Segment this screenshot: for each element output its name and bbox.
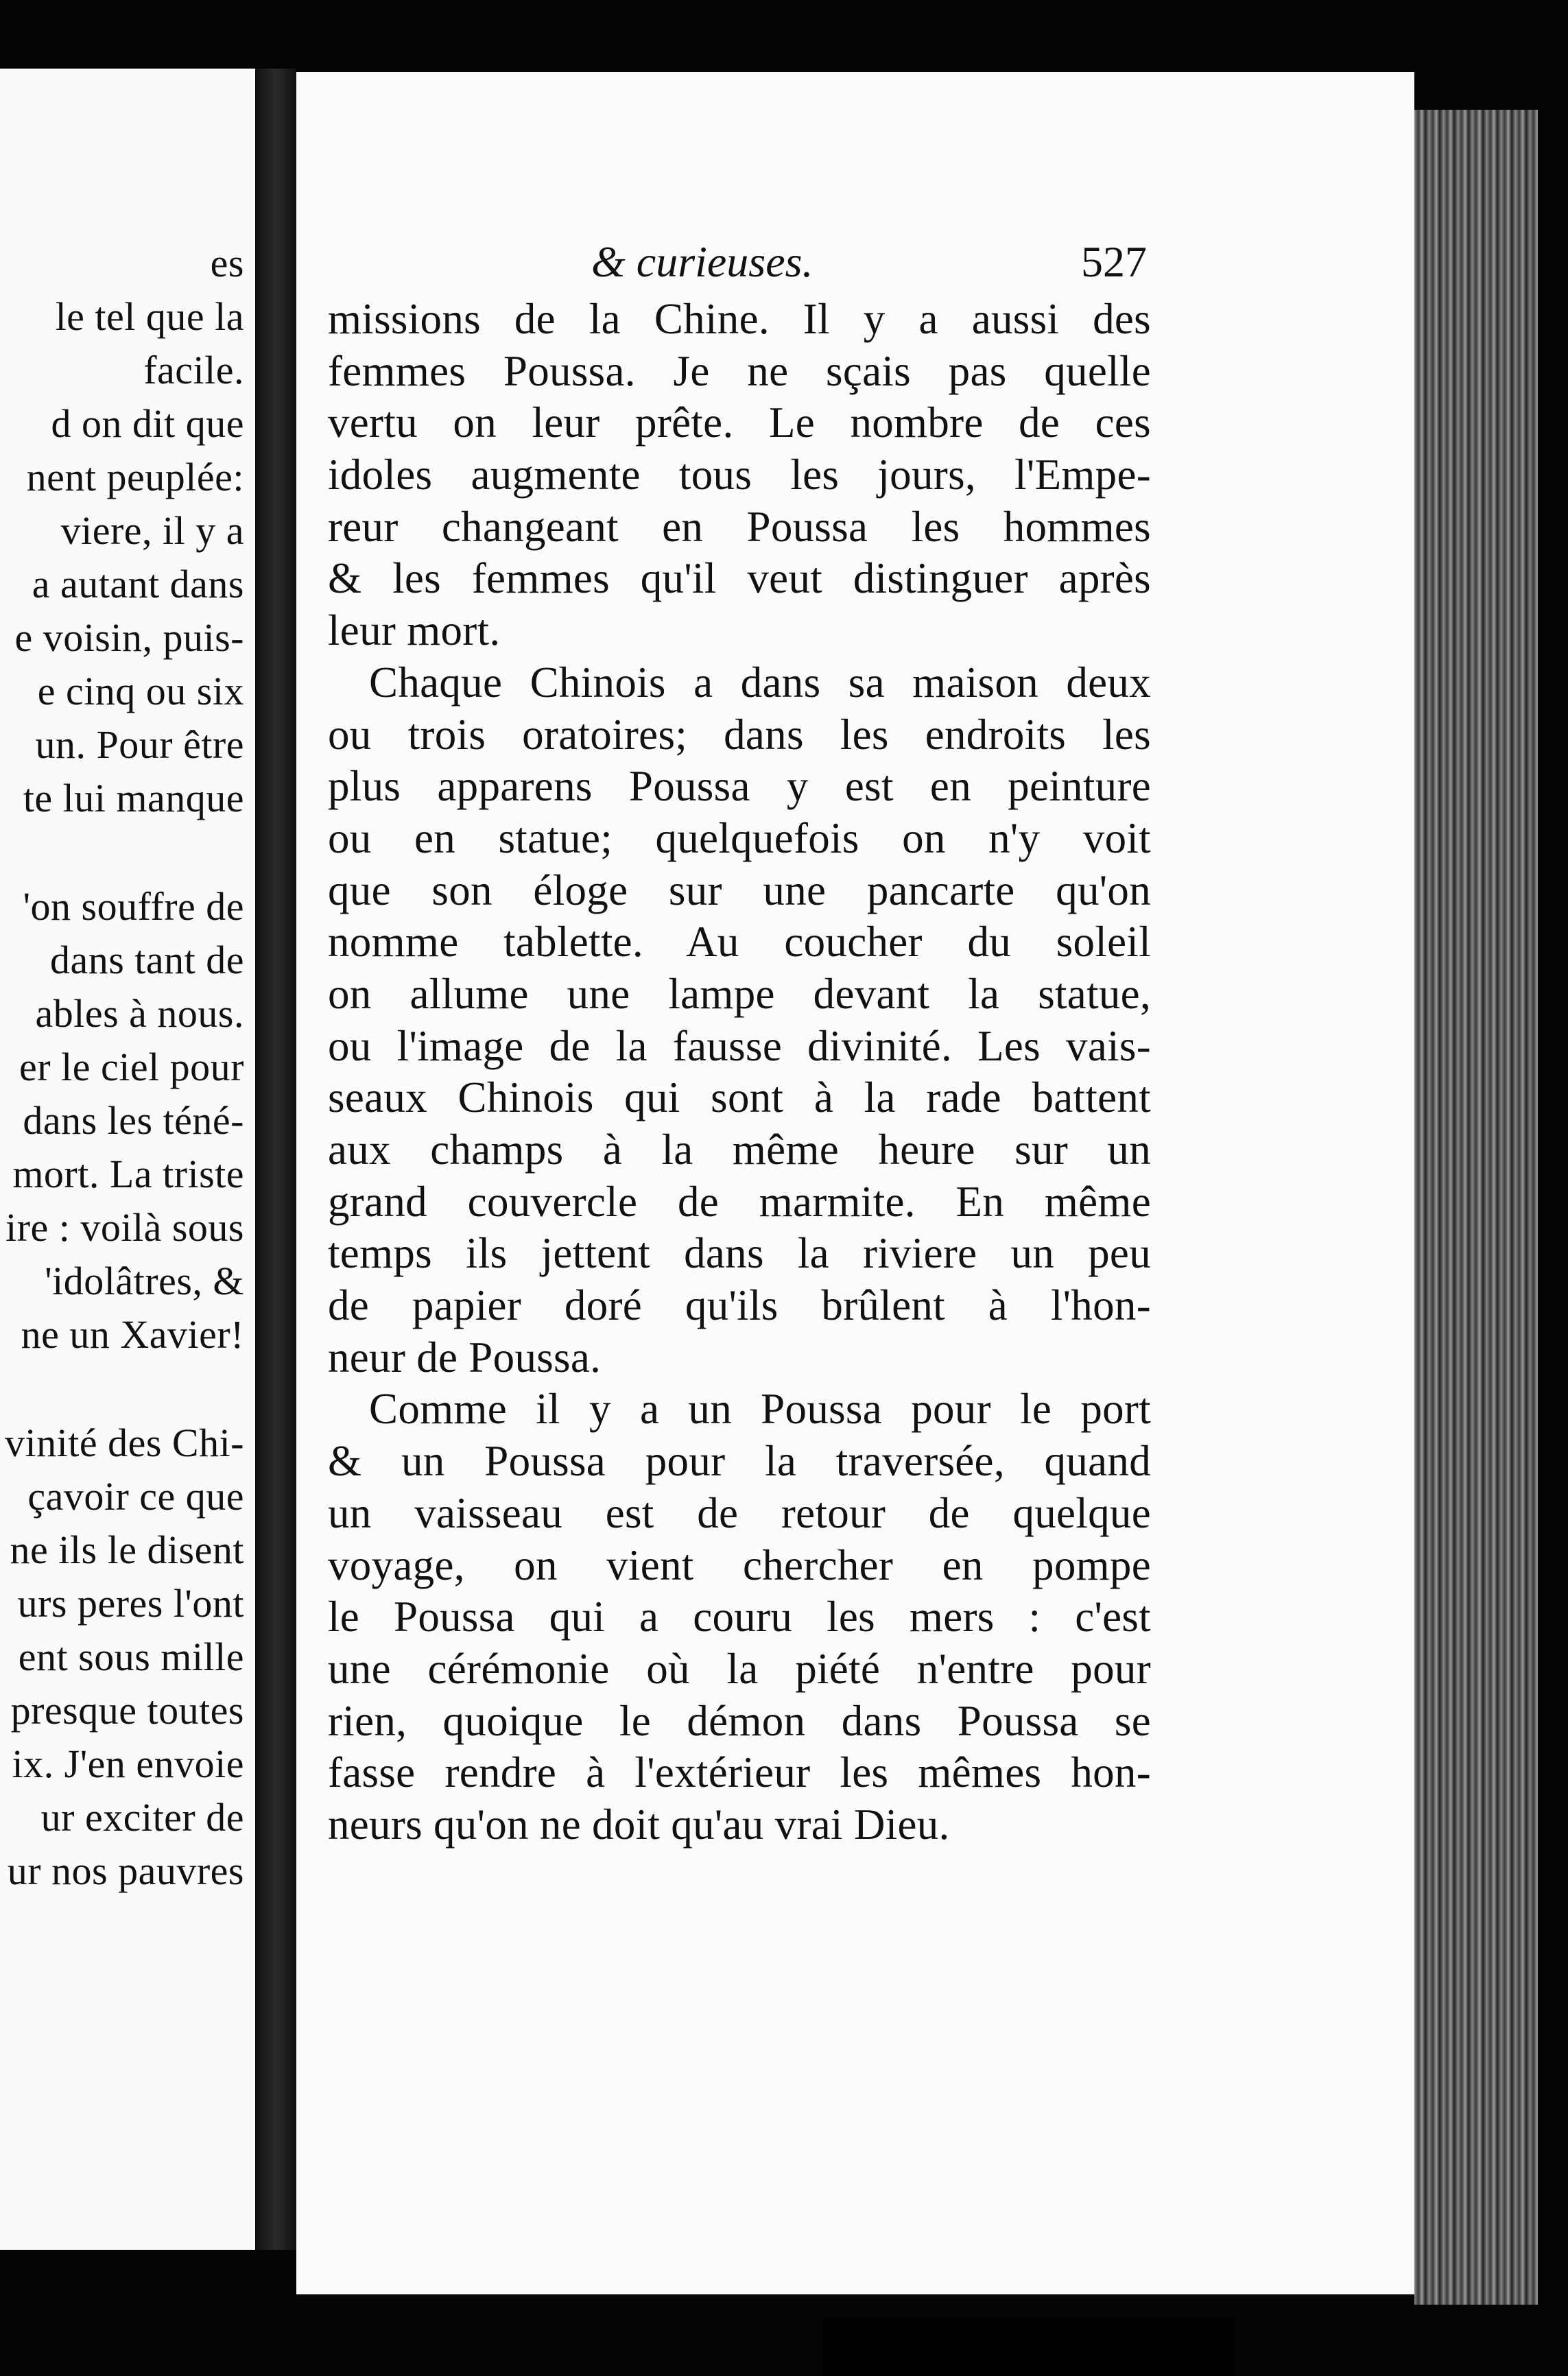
text-line: missions de la Chine. Il y a aussi des (328, 295, 1151, 343)
text-line: fasse rendre à l'extérieur les mêmes hon- (328, 1748, 1151, 1797)
left-text-line: ix. J'en envoie (12, 1742, 244, 1786)
left-text-line: facile. (143, 348, 244, 392)
left-text-line: ne un Xavier! (21, 1312, 244, 1357)
left-text-line (0, 1362, 244, 1416)
left-text-line: nent peuplée: (26, 455, 244, 499)
left-text-line: ent sous mille (18, 1635, 244, 1679)
book-gutter (255, 69, 296, 2250)
text-line: femmes Poussa. Je ne sçais pas quelle (328, 346, 1151, 395)
text-line: idoles augmente tous les jours, l'Empe- (328, 451, 1151, 499)
left-text-line: dans tant de (49, 938, 244, 982)
bottom-shadow (823, 2318, 1235, 2376)
text-line: & un Poussa pour la traversée, quand (328, 1437, 1151, 1486)
left-text-line: a autant dans (32, 562, 244, 606)
text-line: plus apparens Poussa y est en peinture (328, 762, 1151, 811)
text-line: neurs qu'on ne doit qu'au vrai Dieu. (328, 1800, 950, 1849)
left-text-line: d on dit que (51, 401, 244, 446)
text-line: ou l'image de la fausse divinité. Les vais- (328, 1021, 1151, 1070)
left-text-line: le tel que la (55, 294, 244, 339)
text-line: rien, quoique le démon dans Poussa se (328, 1696, 1151, 1745)
text-line: on allume une lampe devant la statue, (328, 969, 1151, 1018)
left-text-line: ur nos pauvres (7, 1849, 244, 1893)
text-line: un vaisseau est de retour de quelque (328, 1488, 1151, 1537)
left-text-line: presque toutes (10, 1688, 244, 1733)
running-head: & curieuses. (591, 237, 813, 286)
text-line: de papier doré qu'ils brûlent à l'hon- (328, 1281, 1151, 1330)
left-text-line: 'idolâtres, & (45, 1259, 244, 1303)
text-line: seaux Chinois qui sont à la rade battent (328, 1073, 1151, 1122)
left-text-line: viere, il y a (60, 508, 244, 553)
left-text-line: mort. La triste (12, 1152, 244, 1196)
text-line: nomme tablette. Au coucher du soleil (328, 918, 1151, 966)
page-edges (1414, 110, 1538, 2305)
left-text-line: ne ils le disent (10, 1528, 244, 1572)
left-page-text (0, 237, 244, 1898)
text-line: & les femmes qu'il veut distinguer après (328, 554, 1151, 603)
text-line: que son éloge sur une pancarte qu'on (328, 866, 1151, 914)
page-header (296, 237, 1147, 292)
page-number: 527 (1081, 237, 1147, 286)
left-text-line: te lui manque (23, 776, 244, 820)
left-text-line: un. Pour être (35, 722, 244, 767)
body-text (328, 294, 1151, 1851)
left-text-line: es (210, 241, 244, 285)
text-line: une cérémonie où la piété n'entre pour (328, 1644, 1151, 1693)
text-line: grand couvercle de marmite. En même (328, 1177, 1151, 1226)
text-line: le Poussa qui a couru les mers : c'est (328, 1593, 1151, 1641)
text-line: reur changeant en Poussa les hommes (328, 502, 1151, 551)
text-line: vertu on leur prête. Le nombre de ces (328, 399, 1151, 447)
text-line: neur de Poussa. (328, 1333, 602, 1381)
text-line: leur mort. (328, 606, 501, 655)
left-text-line: e cinq ou six (37, 669, 244, 713)
left-text-line: 'on souffre de (23, 884, 244, 929)
left-text-line: dans les téné- (23, 1098, 244, 1143)
text-line: Chaque Chinois a dans sa maison deux (369, 658, 1151, 706)
left-text-line: er le ciel pour (19, 1045, 244, 1089)
left-text-line: ire : voilà sous (5, 1205, 244, 1250)
left-text-line: e voisin, puis- (14, 615, 244, 660)
text-line: aux champs à la même heure sur un (328, 1126, 1151, 1174)
text-line: temps ils jettent dans la riviere un peu (328, 1229, 1151, 1278)
text-line: ou en statue; quelquefois on n'y voit (328, 813, 1151, 862)
left-text-line: ur exciter de (40, 1795, 244, 1840)
text-line: ou trois oratoires; dans les endroits les (328, 710, 1151, 759)
left-text-line: urs peres l'ont (17, 1581, 244, 1626)
text-line: Comme il y a un Poussa pour le port (369, 1385, 1151, 1434)
left-text-line (0, 825, 244, 880)
left-text-line: vinité des Chi- (4, 1421, 244, 1465)
left-page (0, 69, 255, 2250)
left-text-line: çavoir ce que (27, 1474, 244, 1519)
text-line: voyage, on vient chercher en pompe (328, 1541, 1151, 1589)
left-text-line: ables à nous. (35, 991, 244, 1036)
